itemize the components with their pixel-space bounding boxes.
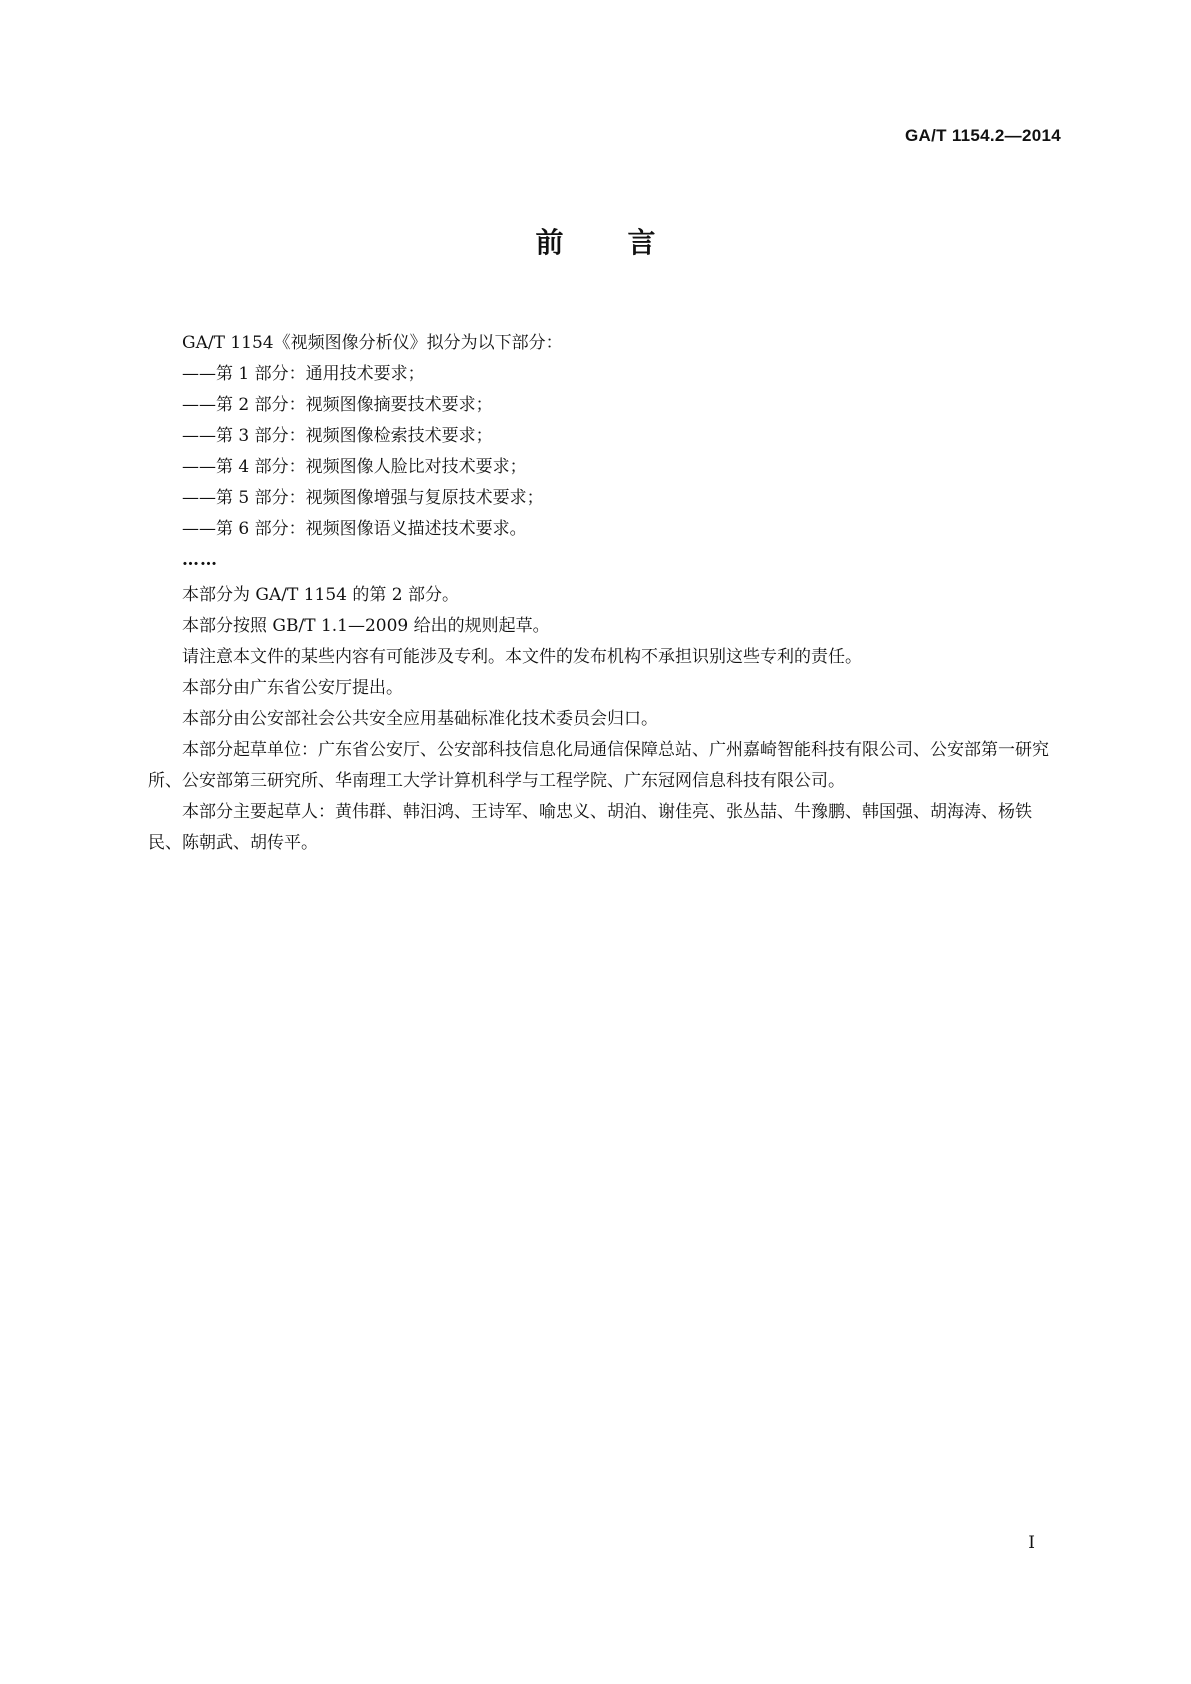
paragraph-drafters: 本部分主要起草人：黄伟群、韩汨鸿、王诗军、喻忠义、胡泊、谢佳亮、张丛喆、牛豫鹏、韩国强、胡海涛、杨铁民、陈朝武、胡传平。: [148, 802, 1032, 853]
paragraph-proposer: 本部分由广东省公安厅提出。: [182, 678, 403, 698]
part-list-item: ——第 4 部分：视频图像人脸比对技术要求；: [182, 457, 527, 477]
foreword-body: [148, 328, 1060, 859]
paragraph-drafting-units: 本部分起草单位：广东省公安厅、公安部科技信息化局通信保障总站、广州嘉崎智能科技有限公司、公安部第一研究所、公安部第三研究所、华南理工大学计算机科学与工程学院、广东冠网信息科技有限公司。: [148, 740, 1049, 791]
part-list-item: ——第 3 部分：视频图像检索技术要求；: [182, 426, 493, 446]
paragraph-patent-notice: 请注意本文件的某些内容有可能涉及专利。本文件的发布机构不承担识别这些专利的责任。: [182, 647, 862, 667]
part-list-item: ——第 5 部分：视频图像增强与复原技术要求；: [182, 488, 544, 508]
page-title: [0, 226, 1191, 260]
document-code: GA/T 1154.2—2014: [904, 126, 1061, 145]
list-ellipsis: ……: [182, 550, 218, 570]
intro-paragraph: GA/T 1154《视频图像分析仪》拟分为以下部分：: [182, 333, 563, 353]
page-title-char-1: 前: [535, 226, 564, 259]
paragraph-centralized-by: 本部分由公安部社会公共安全应用基础标准化技术委员会归口。: [182, 709, 658, 729]
page-number: I: [1028, 1533, 1035, 1553]
page-title-char-2: 言: [627, 226, 656, 259]
part-list-item: ——第 2 部分：视频图像摘要技术要求；: [182, 395, 493, 415]
paragraph-part-statement: 本部分为 GA/T 1154 的第 2 部分。: [182, 585, 460, 605]
part-list-item: ——第 1 部分：通用技术要求；: [182, 364, 425, 384]
paragraph-drafting-rules: 本部分按照 GB/T 1.1—2009 给出的规则起草。: [182, 616, 550, 636]
part-list-item: ——第 6 部分：视频图像语义描述技术要求。: [182, 519, 527, 539]
